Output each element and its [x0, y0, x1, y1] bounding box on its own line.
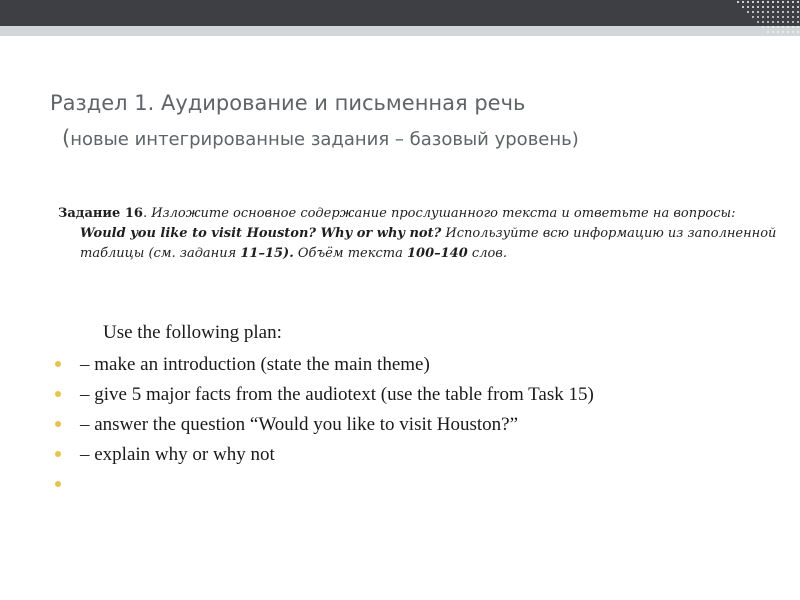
- task-questions: Would you like to visit Houston? Why or why not?: [80, 226, 442, 241]
- task-range: 11–15).: [240, 246, 294, 261]
- task-description: [58, 204, 780, 264]
- decorative-dot: [772, 11, 774, 13]
- decorative-dot: [797, 6, 799, 8]
- decorative-dot: [767, 1, 769, 3]
- decorative-dot: [782, 21, 784, 23]
- decorative-dot: [792, 11, 794, 13]
- decorative-dot: [782, 16, 784, 18]
- decorative-dot: [782, 6, 784, 8]
- decorative-dot: [797, 16, 799, 18]
- decorative-dot: [787, 41, 789, 43]
- decorative-dot: [762, 1, 764, 3]
- decorative-dot: [762, 6, 764, 8]
- task-dot: .: [142, 206, 152, 221]
- decorative-dot: [797, 1, 799, 3]
- decorative-dot: [762, 26, 764, 28]
- decorative-dot: [777, 6, 779, 8]
- decorative-dot: [767, 31, 769, 33]
- title-main: Раздел 1. Аудирование и письменная речь: [50, 91, 526, 115]
- plan-list: [55, 350, 775, 500]
- decorative-dot: [797, 41, 799, 43]
- plan-item: [55, 380, 775, 410]
- decorative-dot: [752, 16, 754, 18]
- decorative-dot-pattern: [736, 0, 800, 80]
- decorative-dot: [767, 26, 769, 28]
- decorative-dot: [772, 21, 774, 23]
- decorative-dot: [777, 11, 779, 13]
- plan-item: [55, 470, 775, 500]
- decorative-dot: [777, 31, 779, 33]
- decorative-dot: [787, 36, 789, 38]
- bullet-icon: [55, 451, 61, 457]
- decorative-dot: [792, 51, 794, 53]
- decorative-dot: [792, 6, 794, 8]
- decorative-dot: [762, 16, 764, 18]
- task-label: Задание 16: [58, 206, 143, 221]
- decorative-dot: [762, 11, 764, 13]
- decorative-dot: [772, 6, 774, 8]
- decorative-dot: [792, 56, 794, 58]
- decorative-dot: [777, 36, 779, 38]
- decorative-dot: [792, 31, 794, 33]
- decorative-dot: [737, 1, 739, 3]
- decorative-dot: [767, 11, 769, 13]
- plan-item-text: – answer the question “Would you like to visit Houston?”: [80, 414, 519, 435]
- decorative-dot: [762, 21, 764, 23]
- decorative-dot: [797, 56, 799, 58]
- decorative-dot: [792, 1, 794, 3]
- decorative-dot: [747, 6, 749, 8]
- decorative-dot: [797, 21, 799, 23]
- plan-item-text: – make an introduction (state the main theme): [80, 354, 430, 375]
- decorative-dot: [782, 1, 784, 3]
- decorative-dot: [797, 61, 799, 63]
- decorative-dot: [782, 11, 784, 13]
- slide-title: [50, 88, 770, 154]
- title-subtitle-text: новые интегрированные задания – базовый уровень): [70, 129, 579, 150]
- decorative-dot: [777, 41, 779, 43]
- decorative-dot: [782, 31, 784, 33]
- decorative-dot: [777, 1, 779, 3]
- decorative-dot: [772, 16, 774, 18]
- decorative-dot: [792, 26, 794, 28]
- decorative-dot: [752, 6, 754, 8]
- decorative-dot: [777, 26, 779, 28]
- decorative-dot: [757, 21, 759, 23]
- decorative-dot: [787, 1, 789, 3]
- decorative-dot: [767, 6, 769, 8]
- task-instruction-part2: Используйте всю информацию из заполненной таблицы (см. задания: [80, 226, 777, 261]
- top-decorative-stripe: [0, 26, 800, 36]
- decorative-dot: [787, 31, 789, 33]
- decorative-dot: [772, 1, 774, 3]
- decorative-dot: [787, 51, 789, 53]
- decorative-dot: [757, 16, 759, 18]
- decorative-dot: [792, 36, 794, 38]
- decorative-dot: [792, 21, 794, 23]
- decorative-dot: [797, 26, 799, 28]
- decorative-dot: [787, 16, 789, 18]
- plan-item: [55, 350, 775, 380]
- decorative-dot: [797, 31, 799, 33]
- decorative-dot: [757, 11, 759, 13]
- plan-item-text: – explain why or why not: [80, 444, 275, 465]
- decorative-dot: [752, 11, 754, 13]
- decorative-dot: [767, 16, 769, 18]
- decorative-dot: [787, 46, 789, 48]
- decorative-dot: [742, 6, 744, 8]
- decorative-dot: [792, 41, 794, 43]
- task-word-range: 100–140: [407, 246, 468, 261]
- title-subtitle-paren: (: [62, 126, 71, 150]
- decorative-dot: [787, 26, 789, 28]
- plan-item: [55, 440, 775, 470]
- decorative-dot: [797, 46, 799, 48]
- decorative-dot: [777, 21, 779, 23]
- decorative-dot: [787, 6, 789, 8]
- task-instruction-part1: Изложите основное содержание прослушанного текста и ответьте на вопросы:: [151, 206, 736, 221]
- decorative-dot: [772, 26, 774, 28]
- decorative-dot: [767, 21, 769, 23]
- task-instruction-part3: Объём текста: [293, 246, 407, 261]
- decorative-dot: [787, 21, 789, 23]
- task-instruction-part4: слов.: [467, 246, 507, 261]
- decorative-dot: [752, 1, 754, 3]
- title-subtitle: [50, 124, 770, 154]
- bullet-icon: [55, 361, 61, 367]
- decorative-dot: [792, 46, 794, 48]
- decorative-dot: [747, 11, 749, 13]
- bullet-icon: [55, 391, 61, 397]
- plan-item-text: – give 5 major facts from the audiotext (use the table from Task 15): [80, 384, 594, 405]
- top-decorative-band: [0, 0, 800, 26]
- decorative-dot: [757, 6, 759, 8]
- bullet-icon: [55, 421, 61, 427]
- decorative-dot: [787, 11, 789, 13]
- plan-section: [55, 318, 775, 500]
- decorative-dot: [772, 36, 774, 38]
- decorative-dot: [747, 1, 749, 3]
- decorative-dot: [782, 26, 784, 28]
- decorative-dot: [797, 36, 799, 38]
- bullet-icon: [55, 481, 61, 487]
- decorative-dot: [742, 1, 744, 3]
- decorative-dot: [777, 16, 779, 18]
- decorative-dot: [797, 11, 799, 13]
- decorative-dot: [782, 41, 784, 43]
- decorative-dot: [782, 36, 784, 38]
- decorative-dot: [797, 51, 799, 53]
- decorative-dot: [772, 31, 774, 33]
- plan-heading: Use the following plan:: [103, 322, 282, 343]
- decorative-dot: [757, 1, 759, 3]
- decorative-dot: [792, 16, 794, 18]
- plan-item: [55, 410, 775, 440]
- decorative-dot: [782, 46, 784, 48]
